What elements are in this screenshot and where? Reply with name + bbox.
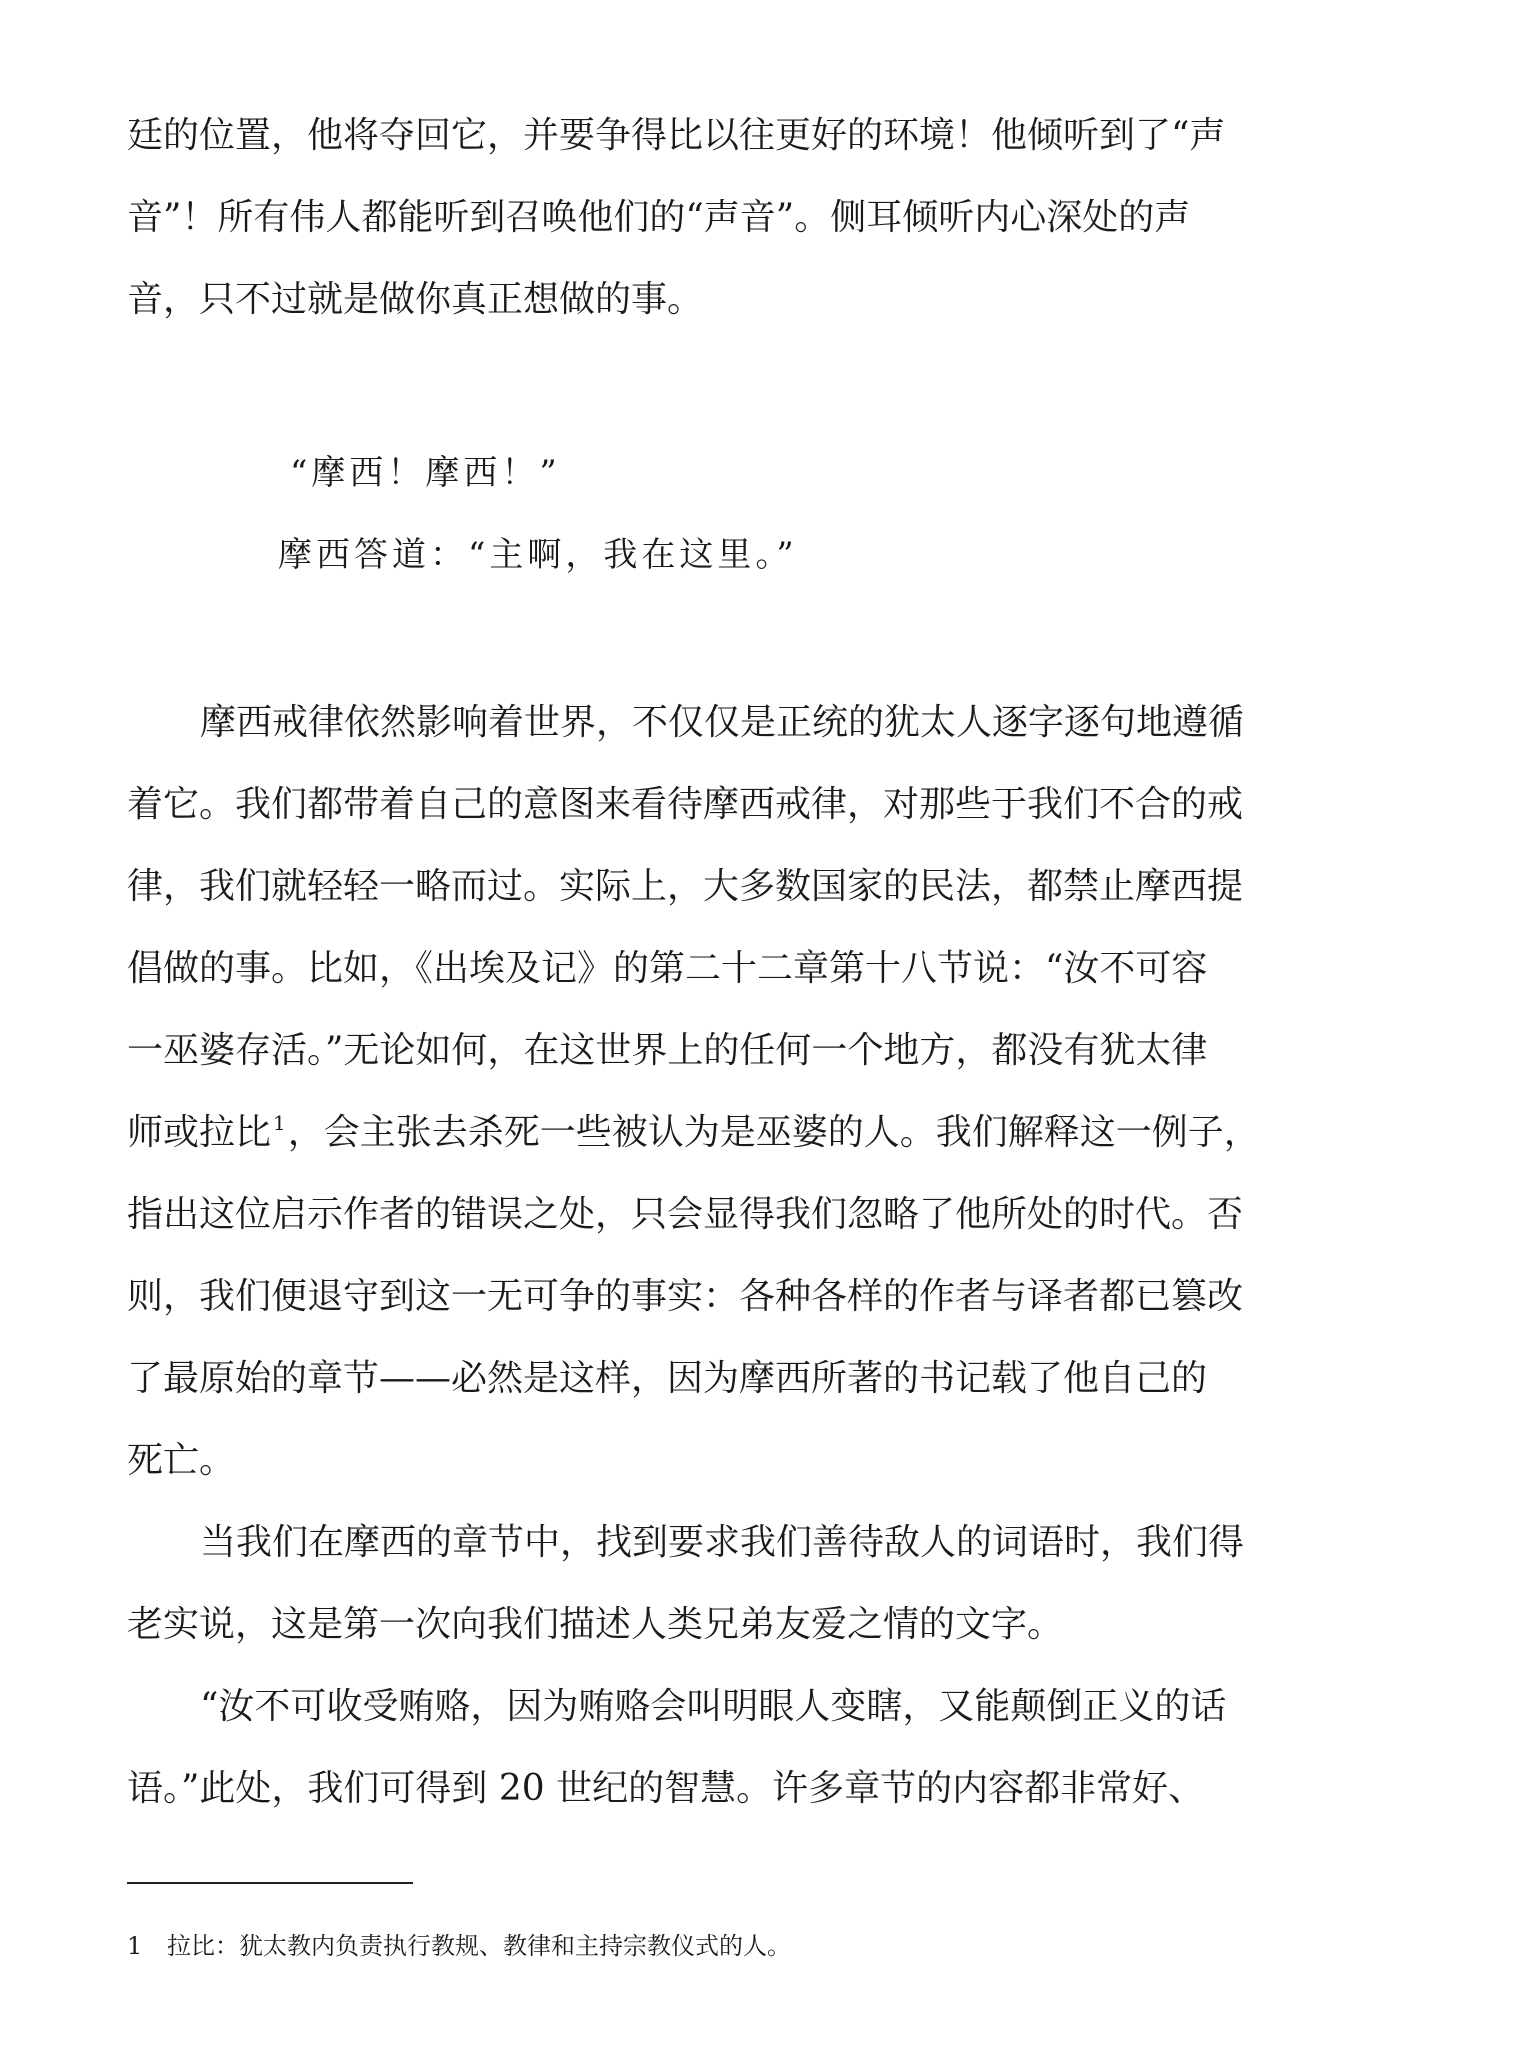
footnote-reference[interactable]: 1 bbox=[273, 1111, 286, 1135]
text-line: 死亡。 bbox=[127, 1440, 236, 1481]
text-line: 指出这位启示作者的错误之处，只会显得我们忽略了他所处的时代。否 bbox=[127, 1194, 1244, 1235]
text-segment: ，会主张去杀死一些被认为是巫婆的人。我们解释这一例子， bbox=[287, 1112, 1260, 1153]
text-line: 语。”此处，我们可得到 20 世纪的智慧。许多章节的内容都非常好、 bbox=[127, 1768, 1205, 1809]
text-line: “汝不可收受贿赂，因为贿赂会叫明眼人变瞎，又能颠倒正义的话 bbox=[200, 1686, 1227, 1727]
text-line: 倡做的事。比如，《出埃及记》的第二十二章第十八节说：“汝不可容 bbox=[127, 948, 1208, 989]
footnote bbox=[127, 1930, 791, 1962]
text-line: 则，我们便退守到这一无可争的事实：各种各样的作者与译者都已篡改 bbox=[127, 1276, 1244, 1317]
text-line: 音”！所有伟人都能听到召唤他们的“声音”。侧耳倾听内心深处的声 bbox=[127, 197, 1191, 238]
quote-line: 摩西答道：“主啊，我在这里。” bbox=[278, 535, 798, 575]
text-line: 廷的位置，他将夺回它，并要争得比以往更好的环境！他倾听到了“声 bbox=[127, 115, 1226, 156]
text-line: 摩西戒律依然影响着世界，不仅仅是正统的犹太人逐字逐句地遵循 bbox=[200, 702, 1245, 743]
text-line: 当我们在摩西的章节中，找到要求我们善待敌人的词语时，我们得 bbox=[200, 1522, 1245, 1563]
text-line: 一巫婆存活。”无论如何，在这世界上的任何一个地方，都没有犹太律 bbox=[127, 1030, 1208, 1071]
text-line: 了最原始的章节——必然是这样，因为摩西所著的书记载了他自己的 bbox=[127, 1358, 1208, 1399]
text-line: 老实说，这是第一次向我们描述人类兄弟友爱之情的文字。 bbox=[127, 1604, 1064, 1645]
quote-line: “摩西！摩西！” bbox=[290, 453, 561, 493]
text-segment: 师或拉比 bbox=[127, 1112, 272, 1153]
text-line: 着它。我们都带着自己的意图来看待摩西戒律，对那些于我们不合的戒 bbox=[127, 784, 1244, 825]
footnote-text: 拉比：犹太教内负责执行教规、教律和主持宗教仪式的人。 bbox=[167, 1932, 791, 1960]
text-line: 律，我们就轻轻一略而过。实际上，大多数国家的民法，都禁止摩西提 bbox=[127, 866, 1244, 907]
footnote-number: 1 bbox=[127, 1932, 143, 1960]
footnote-divider bbox=[127, 1882, 413, 1884]
text-line bbox=[127, 1111, 1260, 1155]
text-line: 音，只不过就是做你真正想做的事。 bbox=[127, 279, 704, 320]
